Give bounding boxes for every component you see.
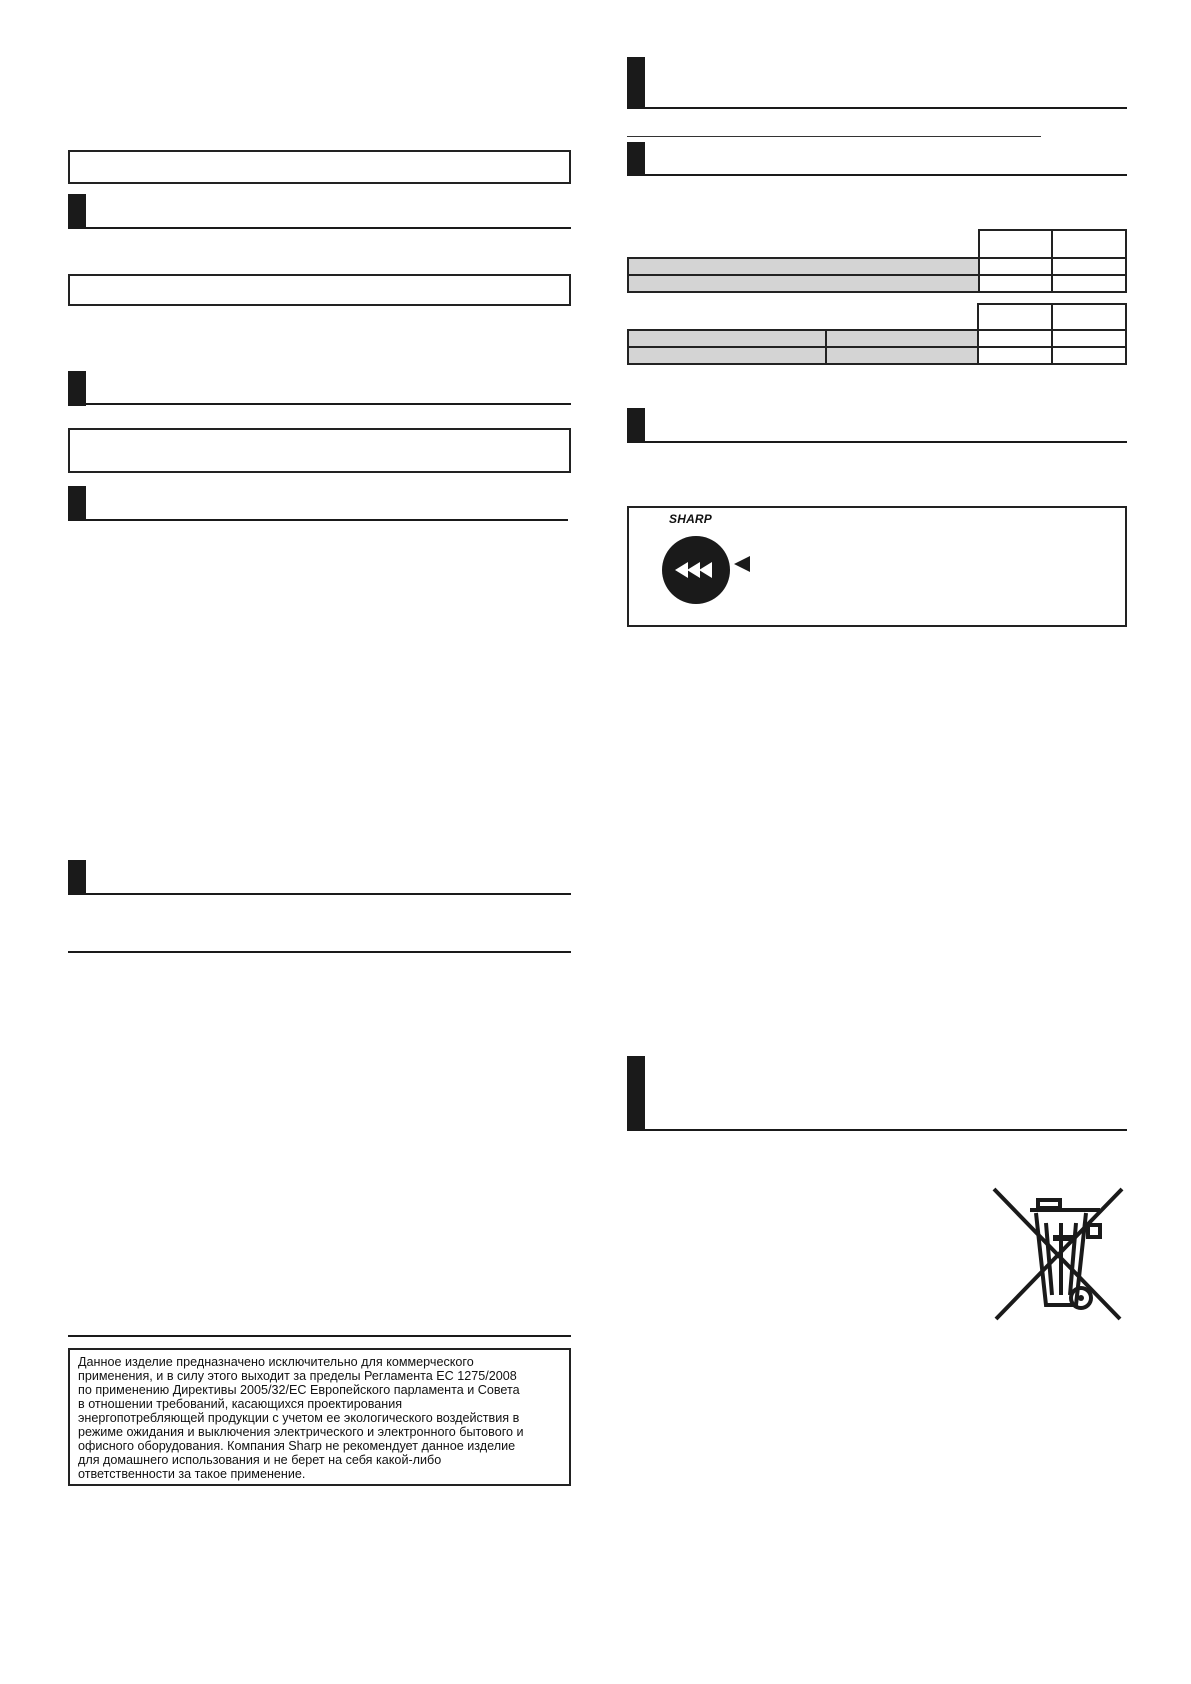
section-marker-r3 (627, 408, 645, 443)
divider-rule-1 (68, 951, 571, 953)
pointer-triangle-icon (733, 555, 751, 573)
notice-line: режиме ожидания и выключения электрического и электронного бытового и (78, 1425, 524, 1439)
section-marker-1 (68, 194, 86, 229)
section-rule-r1 (645, 107, 1127, 109)
section-marker-3 (68, 486, 86, 521)
section-rule-4 (86, 893, 571, 895)
notice-line: применения, и в силу этого выходит за пределы Регламента ЕС 1275/2008 (78, 1369, 517, 1383)
top-empty-box (68, 150, 571, 184)
section-marker-r4 (627, 1056, 645, 1131)
notice-line: в отношении требований, касающихся проектирования (78, 1397, 403, 1411)
section-rule-2 (86, 403, 571, 405)
crossed-out-bin-icon (990, 1185, 1127, 1323)
energy-label-box (627, 506, 1127, 627)
empty-box-3 (68, 428, 571, 473)
notice-line: ответственности за такое применение. (78, 1467, 306, 1481)
notice-line: Данное изделие предназначено исключительно для коммерческого (78, 1355, 474, 1369)
section-rule-3 (86, 519, 568, 521)
section-marker-r1 (627, 57, 645, 109)
section-rule-r2 (645, 174, 1127, 176)
table-row (628, 347, 1126, 364)
section-marker-2 (68, 371, 86, 406)
table-row (628, 330, 1126, 347)
energy-circle-icon (661, 535, 731, 605)
notice-line: энергопотребляющей продукции с учетом ее экологического воздействия в (78, 1411, 520, 1425)
section-marker-4 (68, 860, 86, 895)
eco-notice-box (68, 1348, 571, 1486)
divider-rule-2 (68, 1335, 571, 1337)
section-rule-r3 (645, 441, 1127, 443)
section-rule-r4 (645, 1129, 1127, 1131)
spec-table-2 (627, 303, 1127, 365)
thin-rule-r (627, 136, 1041, 137)
notice-line: офисного оборудования. Компания Sharp не рекомендует данное изделие (78, 1439, 516, 1453)
notice-line: по применению Директивы 2005/32/ЕС Европейского парламента и Совета (78, 1383, 520, 1397)
table-row (628, 258, 1126, 275)
empty-box-2 (68, 274, 571, 306)
table-row (628, 275, 1126, 292)
spec-table-1 (627, 229, 1127, 293)
table-row (628, 304, 1126, 330)
notice-line: для домашнего использования и не берет на себя какой-либо (78, 1453, 442, 1467)
section-rule-1 (86, 227, 571, 229)
section-marker-r2 (627, 142, 645, 176)
sharp-logo: SHARP (669, 512, 713, 526)
table-row (628, 230, 1126, 258)
